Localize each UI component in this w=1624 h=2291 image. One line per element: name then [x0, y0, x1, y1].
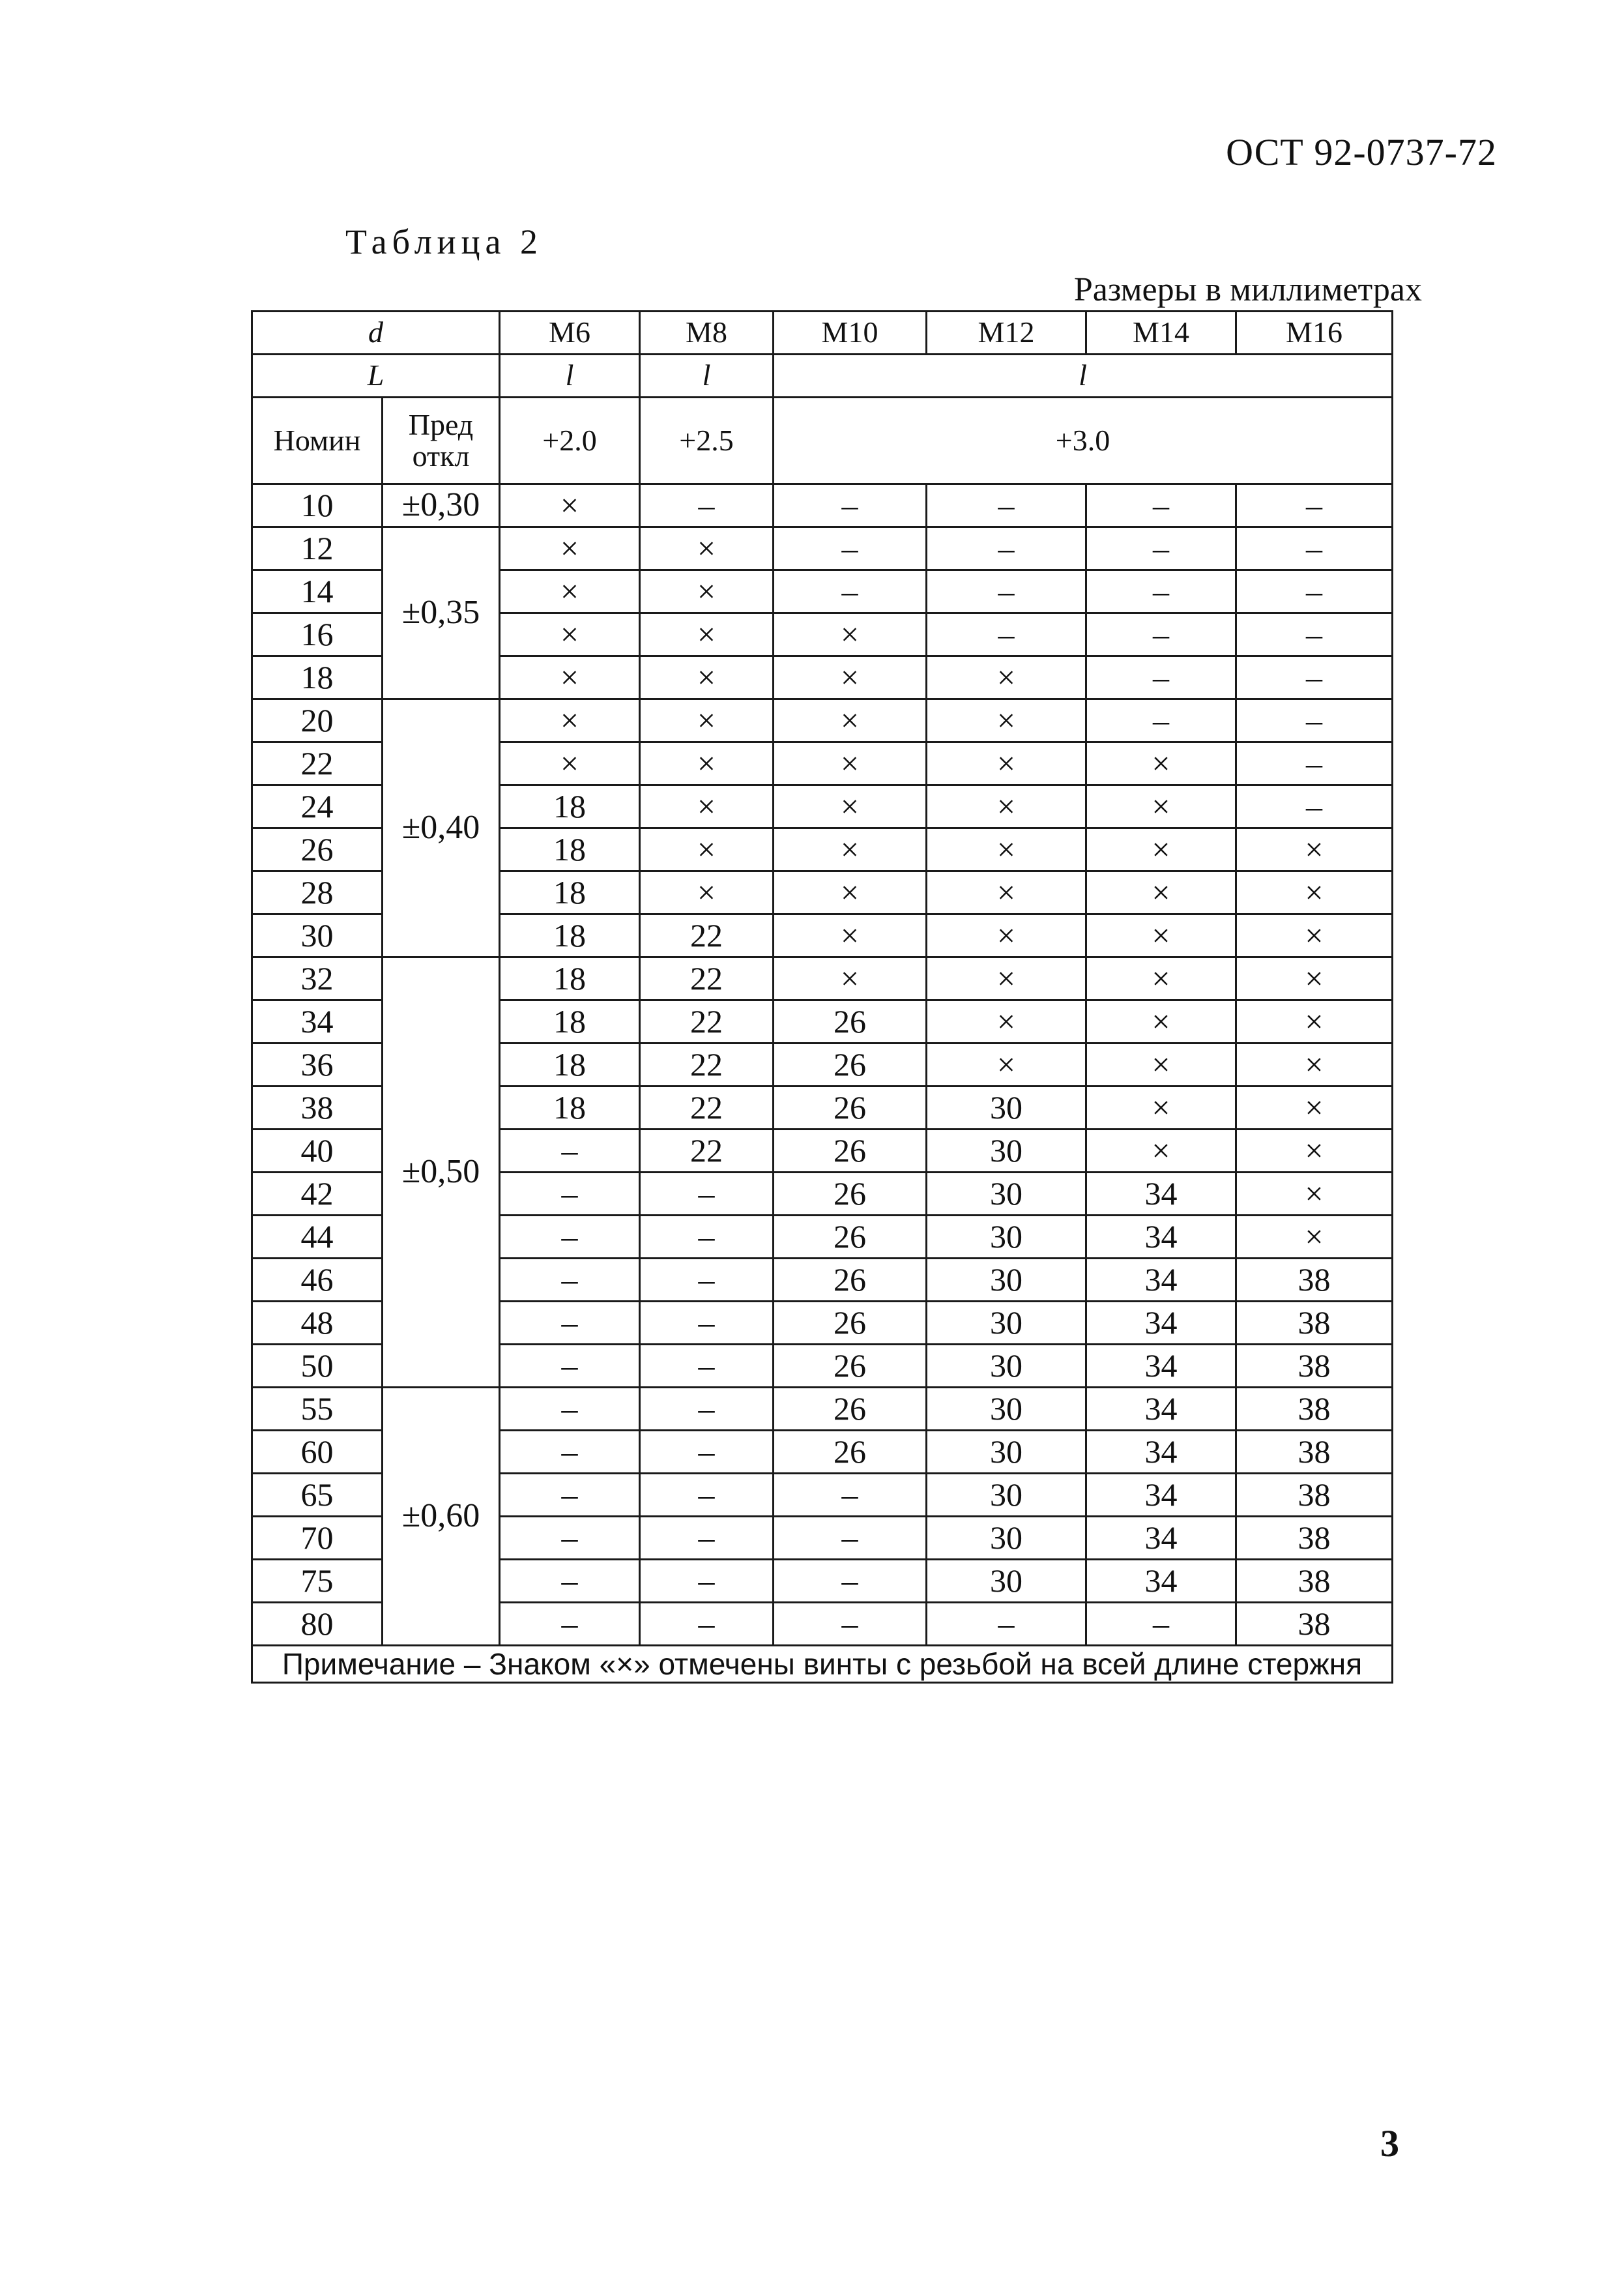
thread-length-cell: × — [927, 785, 1086, 828]
thread-length-cell: – — [500, 1302, 640, 1345]
table-row — [252, 484, 1393, 527]
length-nominal-cell: 55 — [252, 1388, 383, 1431]
thread-m12: М12 — [927, 312, 1086, 355]
length-nominal-cell: 44 — [252, 1216, 383, 1259]
thread-length-cell: 34 — [1086, 1173, 1236, 1216]
table-title: Таблица 2 — [345, 222, 543, 261]
thread-length-cell: 34 — [1086, 1431, 1236, 1474]
deviation-label — [383, 398, 500, 484]
thread-length-cell: 38 — [1236, 1302, 1393, 1345]
length-nominal-cell: 12 — [252, 527, 383, 570]
thread-m16: М16 — [1236, 312, 1393, 355]
thread-length-cell: 34 — [1086, 1345, 1236, 1388]
thread-length-cell: – — [927, 613, 1086, 656]
thread-length-cell: 34 — [1086, 1388, 1236, 1431]
length-nominal-cell: 46 — [252, 1259, 383, 1302]
thread-length-cell: × — [1236, 1216, 1393, 1259]
thread-length-cell: × — [640, 613, 774, 656]
table-row — [252, 527, 1393, 570]
thread-length-cell: – — [640, 1474, 774, 1517]
thread-length-cell: 38 — [1236, 1388, 1393, 1431]
thread-length-cell: – — [1236, 570, 1393, 613]
thread-length-cell: 30 — [927, 1560, 1086, 1603]
thread-length-cell: × — [1086, 871, 1236, 914]
thread-length-cell: × — [1086, 785, 1236, 828]
thread-length-cell: – — [500, 1431, 640, 1474]
thread-length-cell: × — [774, 828, 927, 871]
length-nominal-cell: 16 — [252, 613, 383, 656]
deviation-cell: ±0,40 — [383, 699, 500, 957]
deviation-cell: ±0,30 — [383, 484, 500, 527]
table-row — [252, 699, 1393, 742]
thread-length-cell: × — [1086, 828, 1236, 871]
thread-length-cell: – — [500, 1474, 640, 1517]
length-nominal-cell: 30 — [252, 914, 383, 957]
thread-length-cell: × — [927, 957, 1086, 1000]
thread-m8: М8 — [640, 312, 774, 355]
thread-length-cell: – — [774, 527, 927, 570]
thread-length-cell: × — [500, 570, 640, 613]
thread-length-cell: – — [640, 1173, 774, 1216]
thread-length-cell: × — [927, 914, 1086, 957]
thread-length-cell: 18 — [500, 1087, 640, 1130]
length-nominal-cell: 50 — [252, 1345, 383, 1388]
length-nominal-cell: 40 — [252, 1130, 383, 1173]
thread-length-cell: – — [1236, 656, 1393, 699]
thread-length-cell: × — [640, 785, 774, 828]
thread-length-cell: × — [1236, 957, 1393, 1000]
l-label-m6: l — [500, 355, 640, 398]
thread-length-cell: – — [1086, 570, 1236, 613]
thread-length-cell: – — [927, 1603, 1086, 1646]
length-nominal-cell: 42 — [252, 1173, 383, 1216]
thread-length-cell: – — [640, 1603, 774, 1646]
table-note: Примечание – Знаком «×» отмечены винты с резьбой на всей длине стержня — [252, 1646, 1393, 1683]
thread-length-cell: × — [1086, 957, 1236, 1000]
thread-length-cell: 26 — [774, 1130, 927, 1173]
document-code: ОСТ 92-0737-72 — [1226, 131, 1497, 173]
length-nominal-cell: 10 — [252, 484, 383, 527]
thread-length-cell: – — [774, 570, 927, 613]
thread-length-cell: – — [774, 1517, 927, 1560]
thread-length-cell: 34 — [1086, 1474, 1236, 1517]
thread-length-cell: × — [774, 656, 927, 699]
thread-length-cell: 22 — [640, 1000, 774, 1043]
thread-length-cell: – — [640, 484, 774, 527]
thread-length-cell: × — [640, 742, 774, 785]
thread-length-cell: × — [927, 1043, 1086, 1087]
thread-length-cell: – — [1236, 699, 1393, 742]
thread-length-cell: 30 — [927, 1216, 1086, 1259]
length-nominal-cell: 18 — [252, 656, 383, 699]
thread-length-cell: – — [500, 1216, 640, 1259]
thread-length-cell: 22 — [640, 1043, 774, 1087]
thread-m10: М10 — [774, 312, 927, 355]
thread-length-cell: – — [500, 1173, 640, 1216]
thread-length-cell: × — [1236, 1000, 1393, 1043]
thread-length-cell: × — [774, 785, 927, 828]
thread-length-cell: × — [1236, 1173, 1393, 1216]
thread-length-cell: 26 — [774, 1302, 927, 1345]
thread-length-cell: × — [1236, 1043, 1393, 1087]
thread-length-cell: – — [640, 1345, 774, 1388]
deviation-label-line2: откл — [412, 439, 470, 473]
tolerance-m6: +2.0 — [500, 398, 640, 484]
deviation-cell: ±0,60 — [383, 1388, 500, 1646]
thread-length-cell: 18 — [500, 957, 640, 1000]
thread-length-cell: 30 — [927, 1087, 1086, 1130]
thread-length-cell: 38 — [1236, 1517, 1393, 1560]
thread-length-cell: × — [1236, 1130, 1393, 1173]
thread-length-cell: 18 — [500, 1000, 640, 1043]
thread-length-cell: 26 — [774, 1087, 927, 1130]
length-nominal-cell: 75 — [252, 1560, 383, 1603]
tolerance-m10-m16: +3.0 — [774, 398, 1393, 484]
thread-length-cell: – — [500, 1345, 640, 1388]
thread-length-cell: 26 — [774, 1345, 927, 1388]
thread-length-cell: × — [640, 570, 774, 613]
thread-length-cell: 38 — [1236, 1431, 1393, 1474]
length-nominal-cell: 26 — [252, 828, 383, 871]
thread-length-cell: 38 — [1236, 1474, 1393, 1517]
thread-length-cell: – — [640, 1517, 774, 1560]
thread-length-cell: – — [1236, 613, 1393, 656]
length-nominal-cell: 65 — [252, 1474, 383, 1517]
thread-length-cell: 30 — [927, 1388, 1086, 1431]
thread-length-cell: – — [1086, 484, 1236, 527]
thread-length-cell: × — [1236, 828, 1393, 871]
thread-length-cell: 34 — [1086, 1517, 1236, 1560]
thread-length-cell: 38 — [1236, 1345, 1393, 1388]
length-nominal-cell: 24 — [252, 785, 383, 828]
thread-length-cell: 18 — [500, 828, 640, 871]
length-nominal-cell: 22 — [252, 742, 383, 785]
thread-length-cell: × — [1086, 1043, 1236, 1087]
thread-length-cell: – — [500, 1259, 640, 1302]
thread-length-cell: × — [774, 699, 927, 742]
thread-length-cell: × — [640, 527, 774, 570]
thread-length-cell: 38 — [1236, 1603, 1393, 1646]
thread-length-cell: 22 — [640, 957, 774, 1000]
length-nominal-cell: 80 — [252, 1603, 383, 1646]
thread-length-cell: – — [1236, 484, 1393, 527]
page-number: 3 — [1380, 2122, 1399, 2165]
note-row — [252, 1646, 1393, 1683]
thread-length-cell: – — [774, 484, 927, 527]
thread-length-cell: – — [640, 1259, 774, 1302]
deviation-label-line1: Пред — [408, 407, 474, 441]
thread-length-cell: – — [1236, 785, 1393, 828]
thread-length-cell: – — [774, 1474, 927, 1517]
thread-length-cell: 30 — [927, 1259, 1086, 1302]
thread-length-cell: × — [500, 742, 640, 785]
thread-length-cell: 22 — [640, 914, 774, 957]
thread-length-cell: × — [640, 656, 774, 699]
thread-length-cell: 30 — [927, 1302, 1086, 1345]
deviation-cell: ±0,35 — [383, 527, 500, 699]
thread-length-cell: – — [927, 527, 1086, 570]
thread-length-cell: – — [774, 1603, 927, 1646]
l-label-rest: l — [774, 355, 1393, 398]
thread-length-cell: × — [1086, 742, 1236, 785]
thread-length-cell: 26 — [774, 1173, 927, 1216]
thread-length-cell: × — [774, 957, 927, 1000]
thread-length-cell: × — [500, 699, 640, 742]
thread-length-cell: 38 — [1236, 1259, 1393, 1302]
thread-length-cell: × — [500, 656, 640, 699]
thread-length-cell: – — [927, 570, 1086, 613]
thread-header-row — [252, 312, 1393, 355]
thread-length-cell: × — [927, 699, 1086, 742]
thread-length-cell: 18 — [500, 914, 640, 957]
dimensions-table — [251, 310, 1393, 1684]
thread-length-cell: × — [927, 828, 1086, 871]
thread-length-cell: – — [1236, 742, 1393, 785]
thread-length-cell: 34 — [1086, 1560, 1236, 1603]
thread-length-cell: × — [927, 871, 1086, 914]
thread-length-cell: 26 — [774, 1043, 927, 1087]
thread-length-cell: 22 — [640, 1130, 774, 1173]
thread-length-cell: × — [774, 742, 927, 785]
thread-length-cell: × — [640, 699, 774, 742]
thread-length-cell: – — [640, 1388, 774, 1431]
length-header-row — [252, 355, 1393, 398]
thread-length-cell: × — [1236, 871, 1393, 914]
thread-length-cell: 18 — [500, 871, 640, 914]
thread-length-cell: × — [500, 527, 640, 570]
thread-length-cell: – — [640, 1302, 774, 1345]
thread-length-cell: – — [1086, 656, 1236, 699]
thread-length-cell: × — [774, 914, 927, 957]
thread-length-cell: 34 — [1086, 1259, 1236, 1302]
thread-length-cell: × — [1086, 1130, 1236, 1173]
thread-length-cell: 22 — [640, 1087, 774, 1130]
thread-length-cell: × — [1086, 914, 1236, 957]
thread-length-cell: 30 — [927, 1431, 1086, 1474]
thread-length-cell: 30 — [927, 1173, 1086, 1216]
length-nominal-cell: 48 — [252, 1302, 383, 1345]
thread-length-cell: 26 — [774, 1216, 927, 1259]
thread-m14: М14 — [1086, 312, 1236, 355]
thread-length-cell: × — [640, 828, 774, 871]
thread-length-cell: × — [927, 1000, 1086, 1043]
thread-length-cell: – — [1086, 1603, 1236, 1646]
table-row — [252, 1388, 1393, 1431]
thread-length-cell: 30 — [927, 1517, 1086, 1560]
thread-length-cell: – — [1086, 699, 1236, 742]
thread-length-cell: 18 — [500, 1043, 640, 1087]
length-nominal-cell: 34 — [252, 1000, 383, 1043]
thread-length-cell: 38 — [1236, 1560, 1393, 1603]
thread-length-cell: – — [774, 1560, 927, 1603]
length-nominal-cell: 70 — [252, 1517, 383, 1560]
thread-length-cell: – — [500, 1517, 640, 1560]
thread-length-cell: – — [1086, 527, 1236, 570]
thread-length-cell: 26 — [774, 1000, 927, 1043]
length-nominal-cell: 20 — [252, 699, 383, 742]
thread-length-cell: – — [640, 1560, 774, 1603]
thread-length-cell: 34 — [1086, 1302, 1236, 1345]
thread-length-cell: – — [1236, 527, 1393, 570]
thread-length-cell: – — [500, 1560, 640, 1603]
deviation-cell: ±0,50 — [383, 957, 500, 1388]
tolerance-m8: +2.5 — [640, 398, 774, 484]
thread-length-cell: – — [500, 1603, 640, 1646]
thread-length-cell: 30 — [927, 1345, 1086, 1388]
thread-length-cell: × — [774, 613, 927, 656]
thread-length-cell: – — [1086, 613, 1236, 656]
thread-length-cell: × — [927, 656, 1086, 699]
length-nominal-cell: 38 — [252, 1087, 383, 1130]
thread-length-cell: 26 — [774, 1259, 927, 1302]
thread-length-cell: × — [500, 484, 640, 527]
thread-length-cell: – — [500, 1388, 640, 1431]
thread-length-cell: 26 — [774, 1388, 927, 1431]
thread-length-cell: 18 — [500, 785, 640, 828]
units-note: Размеры в миллиметрах — [1073, 271, 1422, 308]
length-nominal-cell: 14 — [252, 570, 383, 613]
length-nominal-cell: 60 — [252, 1431, 383, 1474]
nominal-label: Номин — [252, 398, 383, 484]
thread-length-cell: × — [1236, 1087, 1393, 1130]
l-label-m8: l — [640, 355, 774, 398]
thread-length-cell: 30 — [927, 1474, 1086, 1517]
thread-length-cell: × — [1086, 1000, 1236, 1043]
thread-m6: М6 — [500, 312, 640, 355]
thread-length-cell: × — [774, 871, 927, 914]
thread-length-cell: × — [1236, 914, 1393, 957]
table-row — [252, 957, 1393, 1000]
L-label: L — [252, 355, 500, 398]
thread-length-cell: × — [1086, 1087, 1236, 1130]
thread-length-cell: 26 — [774, 1431, 927, 1474]
thread-length-cell: – — [500, 1130, 640, 1173]
length-nominal-cell: 32 — [252, 957, 383, 1000]
tolerance-header-row — [252, 398, 1393, 484]
length-nominal-cell: 28 — [252, 871, 383, 914]
thread-length-cell: – — [927, 484, 1086, 527]
d-label: d — [252, 312, 500, 355]
length-nominal-cell: 36 — [252, 1043, 383, 1087]
thread-length-cell: – — [640, 1216, 774, 1259]
thread-length-cell: × — [927, 742, 1086, 785]
thread-length-cell: × — [640, 871, 774, 914]
thread-length-cell: 34 — [1086, 1216, 1236, 1259]
thread-length-cell: – — [640, 1431, 774, 1474]
thread-length-cell: 30 — [927, 1130, 1086, 1173]
thread-length-cell: × — [500, 613, 640, 656]
